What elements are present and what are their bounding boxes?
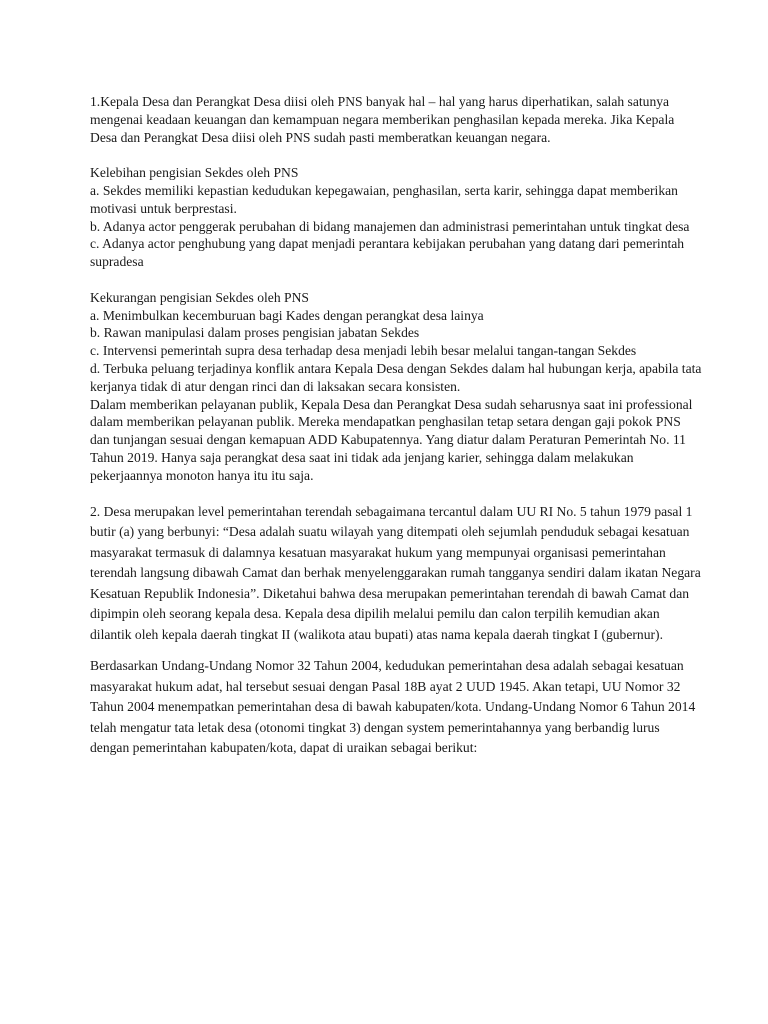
kekurangan-item-d: d. Terbuka peluang terjadinya konflik antara Kepala Desa dengan Sekdes dalam hal hubungan kerja, apabila tata kerjanya tidak di atur dengan rinci dan di laksakan secara konsisten.	[90, 360, 702, 394]
section-three-paragraph: Berdasarkan Undang-Undang Nomor 32 Tahun 2004, kedudukan pemerintahan desa adalah sebagai kesatuan masyarakat hukum adat, hal tersebut sesuai dengan Pasal 18B ayat 2 UUD 1945. Akan tetapi, UU Nomor 32 Tahun 2004 menempatkan pemerintahan desa di bawah kabupaten/kota. Undang-Undang Nomor 6 Tahun 2014 telah mengatur tata letak desa (otonomi tingkat 3) dengan system pemerintahannya yang berbandig lurus dengan pemerintahan kabupaten/kota, dapat di uraikan sebagai berikut:	[90, 658, 696, 756]
kekurangan-section	[90, 289, 702, 485]
kekurangan-heading: Kekurangan pengisian Sekdes oleh PNS	[90, 289, 309, 305]
kekurangan-closing-paragraph: Dalam memberikan pelayanan publik, Kepala Desa dan Perangkat Desa sudah seharusnya saat ini professional dalam memberikan pelayanan publik. Mereka mendapatkan penghasilan tetap setara dengan gaji pokok PNS dan tunjangan sesuai dengan kemapuan ADD Kabupatennya. Yang diatur dalam Peraturan Pemerintah No. 11 Tahun 2019. Hanya saja perangkat desa saat ini tidak ada jenjang karier, sehingga dalam melakukan pekerjaannya monoton hanya itu itu saja.	[90, 396, 693, 483]
kekurangan-item-c: c. Intervensi pemerintah supra desa terhadap desa menjadi lebih besar melalui tangan-tangan Sekdes	[90, 343, 637, 359]
kelebihan-item-b: b. Adanya actor penggerak perubahan di bidang manajemen dan administrasi pemerintahan untuk tingkat desa	[90, 218, 690, 234]
kelebihan-section	[90, 164, 702, 271]
kelebihan-heading: Kelebihan pengisian Sekdes oleh PNS	[90, 165, 299, 181]
kekurangan-item-a: a. Menimbulkan kecemburuan bagi Kades dengan perangkat desa lainya	[90, 307, 484, 323]
section-two-paragraph: 2. Desa merupakan level pemerintahan terendah sebagaimana tercantul dalam UU RI No. 5 tahun 1979 pasal 1 butir (a) yang berbunyi: “Desa adalah suatu wilayah yang ditempati oleh sejumlah penduduk sebagai kesatuan masyarakat termasuk di dalamnya kesatuan masyarakat hukum yang mempunyai organisasi pemerintahan terendah langsung dibawah Camat dan berhak menyelenggarakan rumah tangganya sendiri dalam ikatan Negara Kesatuan Republik Indonesia”. Diketahui bahwa desa merupakan pemerintahan terendah di bawah Camat dan dipimpin oleh seorang kepala desa. Kepala desa dipilih melalui pemilu dan calon terpilih kemudian akan dilantik oleh kepala daerah tingkat II (walikota atau bupati) atas nama kepala daerah tingkat I (gubernur).	[90, 503, 701, 642]
intro-paragraph: 1.Kepala Desa dan Perangkat Desa diisi oleh PNS banyak hal – hal yang harus diperhatikan, salah satunya mengenai keadaan keuangan dan kemampuan negara memberikan penghasilan kepada mereka. Jika Kepala Desa dan Perangkat Desa diisi oleh PNS sudah pasti memberatkan keuangan negara.	[90, 94, 675, 145]
intro-section	[90, 93, 702, 146]
kekurangan-item-b: b. Rawan manipulasi dalam proses pengisian jabatan Sekdes	[90, 325, 420, 341]
kelebihan-item-a: a. Sekdes memiliki kepastian kedudukan kepegawaian, penghasilan, serta karir, sehingga dapat memberikan motivasi untuk berprestasi.	[90, 182, 678, 216]
kelebihan-item-c: c. Adanya actor penghubung yang dapat menjadi perantara kebijakan perubahan yang datang dari pemerintah supradesa	[90, 236, 685, 270]
document-page	[90, 93, 702, 759]
section-three	[90, 656, 702, 759]
section-two	[90, 502, 702, 646]
